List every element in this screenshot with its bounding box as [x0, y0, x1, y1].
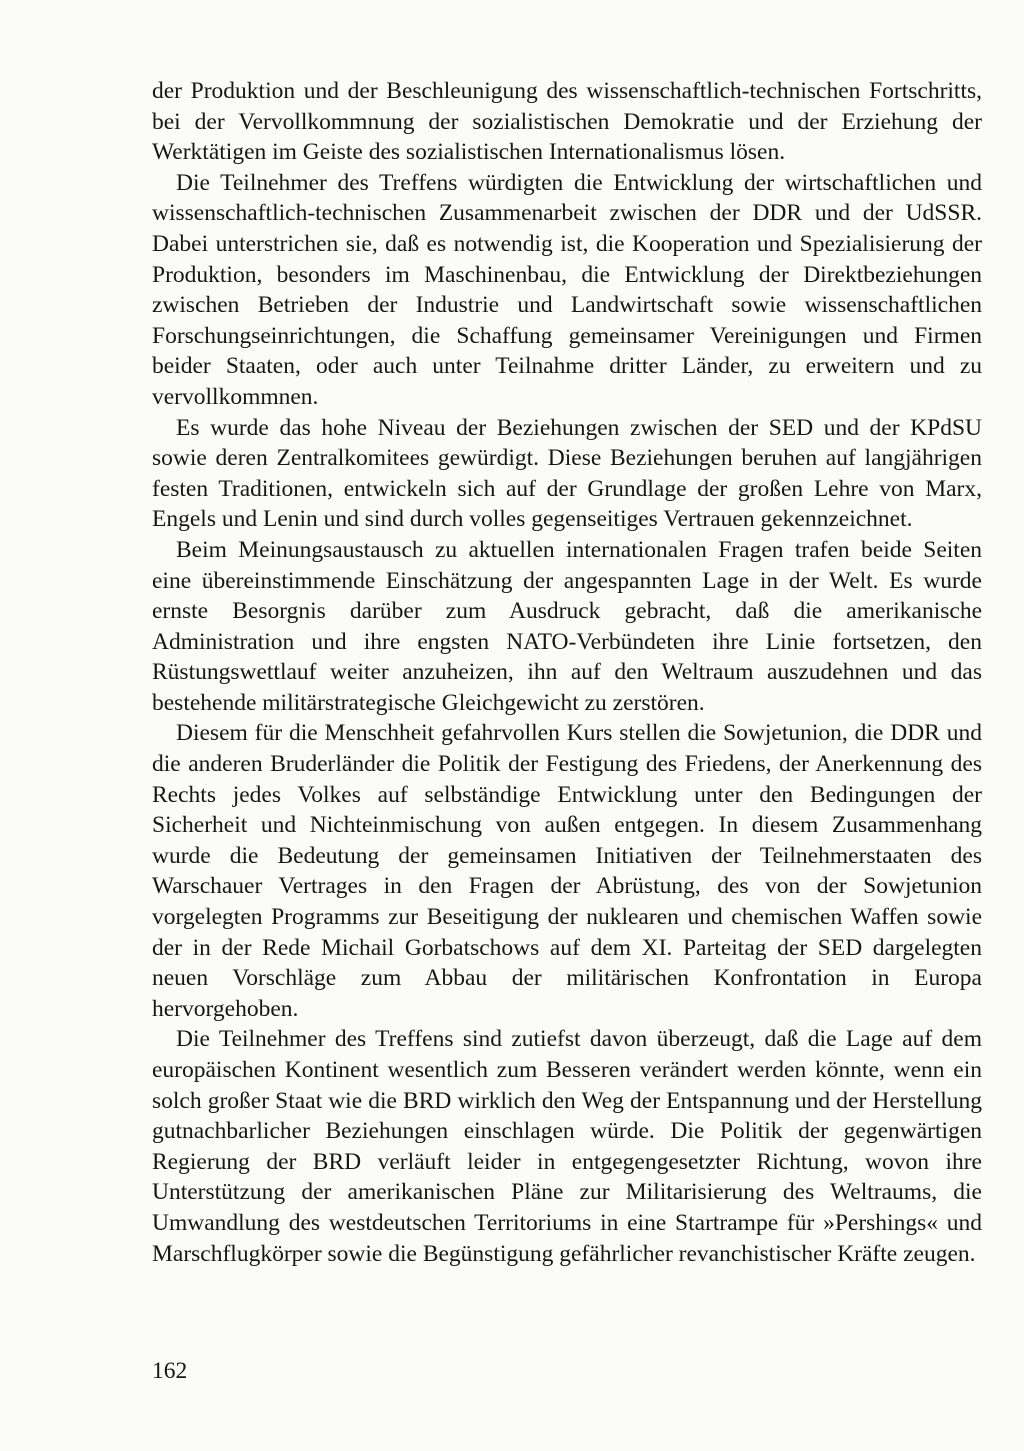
- paragraph-3: Es wurde das hohe Niveau der Beziehungen zwischen der SED und der KPdSU sowie deren Zentralkomitees gewürdigt. Diese Beziehungen beruhen auf langjährigen festen Traditionen, entwickeln sich auf der Grundlage der großen Lehre von Marx, Engels und Lenin und sind durch volles gegenseitiges Vertrauen gekennzeichnet.: [152, 414, 982, 533]
- paragraph-2: Die Teilnehmer des Treffens würdigten die Entwicklung der wirtschaftlichen und wissenschaftlich-technischen Zusammenarbeit zwischen der DDR und der UdSSR. Dabei unterstrichen sie, daß es notwendig ist, die Kooperation und Spezialisierung der Produktion, besonders im Maschinenbau, die Entwicklung der Direktbeziehungen zwischen Betrieben der Industrie und Landwirtschaft sowie wissenschaftlichen Forschungseinrichtungen, die Schaffung gemeinsamer Vereinigungen und Firmen beider Staaten, oder auch unter Teilnahme dritter Länder, zu erweitern und zu vervollkommnen.: [152, 169, 982, 410]
- body-text: [152, 76, 982, 1269]
- page-number: 162: [152, 1358, 188, 1384]
- paragraph-4: Beim Meinungsaustausch zu aktuellen internationalen Fragen trafen beide Seiten eine übereinstimmende Einschätzung der angespannten Lage in der Welt. Es wurde ernste Besorgnis darüber zum Ausdruck gebracht, daß die amerikanische Administration und ihre engsten NATO-Verbündeten ihre Linie fortsetzen, den Rüstungswettlauf weiter anzuheizen, ihn auf den Weltraum auszudehnen und das bestehende militärstrategische Gleichgewicht zu zerstören.: [152, 536, 982, 716]
- paragraph-1: der Produktion und der Beschleunigung des wissenschaftlich-technischen Fortschritts, bei der Vervollkommnung der sozialistischen Demokratie und der Erziehung der Werktätigen im Geiste des sozialistischen Internationalismus lösen.: [152, 78, 982, 166]
- paragraph-6: Die Teilnehmer des Treffens sind zutiefst davon überzeugt, daß die Lage auf dem europäischen Kontinent wesentlich zum Besseren verändert werden könnte, wenn ein solch großer Staat wie die BRD wirklich den Weg der Entspannung und der Herstellung gutnachbarlicher Beziehungen einschlagen würde. Die Politik der gegenwärtigen Regierung der BRD verläuft leider in entgegengesetzter Richtung, wovon ihre Unterstützung der amerikanischen Pläne zur Militarisierung des Weltraums, die Umwandlung des westdeutschen Territoriums in eine Startrampe für »Pershings« und Marschflugkörper sowie die Begünstigung gefährlicher revanchistischer Kräfte zeugen.: [152, 1026, 982, 1267]
- paragraph-5: Diesem für die Menschheit gefahrvollen Kurs stellen die Sowjetunion, die DDR und die anderen Bruderländer die Politik der Festigung des Friedens, der Anerkennung des Rechts jedes Volkes auf selbständige Entwicklung unter den Bedingungen der Sicherheit und Nichteinmischung von außen entgegen. In diesem Zusammenhang wurde die Bedeutung der gemeinsamen Initiativen der Teilnehmerstaaten des Warschauer Vertrages in den Fragen der Abrüstung, des von der Sowjetunion vorgelegten Programms zur Beseitigung der nuklearen und chemischen Waffen sowie der in der Rede Michail Gorbatschows auf dem XI. Parteitag der SED dargelegten neuen Vorschläge zum Abbau der militärischen Konfrontation in Europa hervorgehoben.: [152, 720, 982, 1022]
